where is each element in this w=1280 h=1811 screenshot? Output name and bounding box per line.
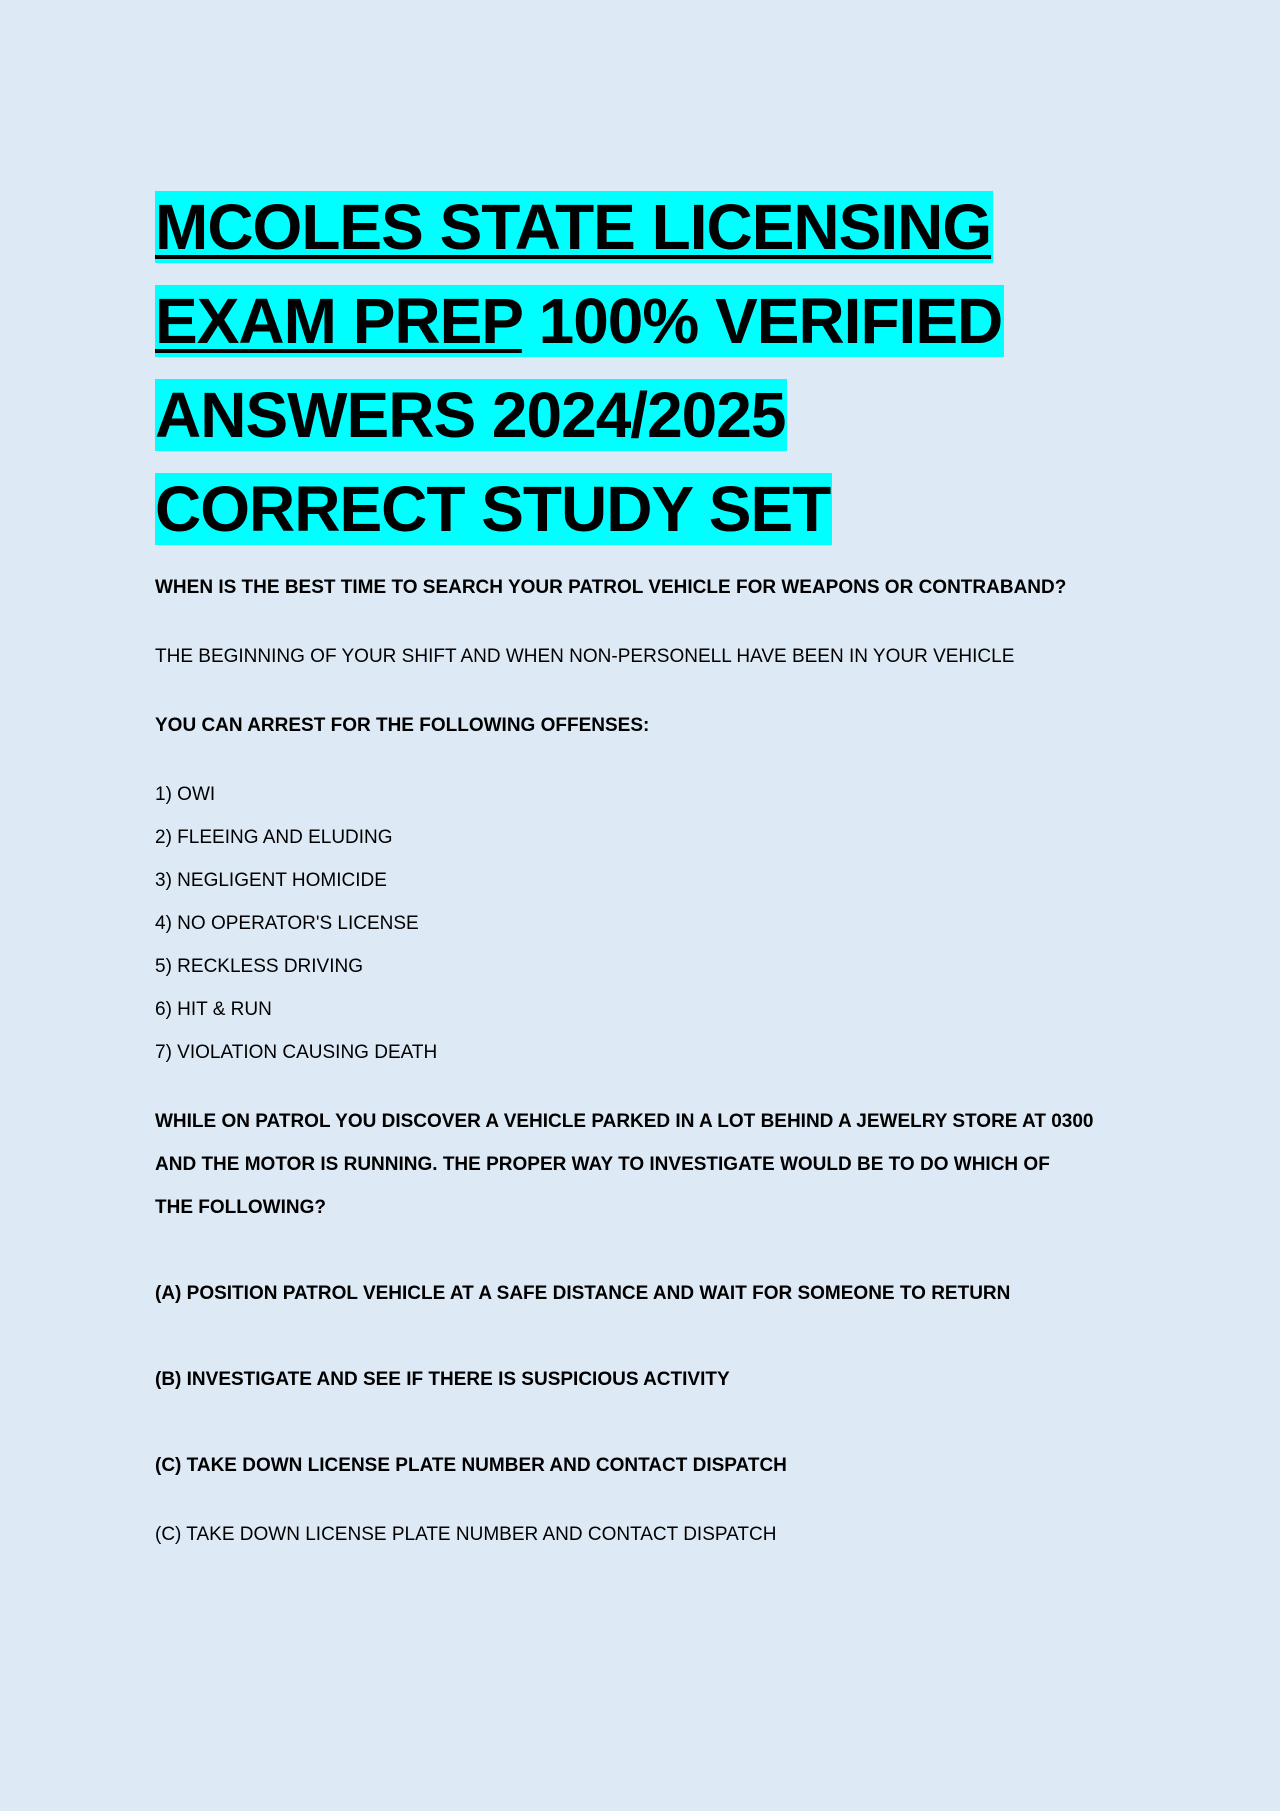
list-item: 7) VIOLATION CAUSING DEATH xyxy=(155,1042,438,1063)
option-c: (C) TAKE DOWN LICENSE PLATE NUMBER AND CONTACT DISPATCH xyxy=(155,1455,787,1476)
title-line-1: MCOLES STATE LICENSING xyxy=(155,191,992,263)
question-3 xyxy=(155,1100,1155,1229)
document-title xyxy=(155,180,1155,556)
question-3-line-1: WHILE ON PATROL YOU DISCOVER A VEHICLE PARKED IN A LOT BEHIND A JEWELRY STORE AT 0300 xyxy=(155,1111,1094,1132)
list-item: 2) FLEEING AND ELUDING xyxy=(155,827,393,848)
document-page xyxy=(155,180,1155,1556)
question-1: WHEN IS THE BEST TIME TO SEARCH YOUR PATROL VEHICLE FOR WEAPONS OR CONTRABAND? xyxy=(155,577,1067,598)
list-item: 1) OWI xyxy=(155,784,216,805)
title-line-3: ANSWERS 2024/2025 xyxy=(155,379,786,451)
question-2: YOU CAN ARREST FOR THE FOLLOWING OFFENSES: xyxy=(155,715,650,736)
list-item: 4) NO OPERATOR'S LICENSE xyxy=(155,913,419,934)
list-item: 6) HIT & RUN xyxy=(155,999,272,1020)
title-line-4: CORRECT STUDY SET xyxy=(155,473,831,545)
list-item: 3) NEGLIGENT HOMICIDE xyxy=(155,870,387,891)
answer-3: (C) TAKE DOWN LICENSE PLATE NUMBER AND CONTACT DISPATCH xyxy=(155,1524,777,1545)
option-b: (B) INVESTIGATE AND SEE IF THERE IS SUSPICIOUS ACTIVITY xyxy=(155,1369,730,1390)
title-line-2-rest: 100% VERIFIED xyxy=(521,285,1003,357)
option-a: (A) POSITION PATROL VEHICLE AT A SAFE DISTANCE AND WAIT FOR SOMEONE TO RETURN xyxy=(155,1283,1011,1304)
question-3-line-3: THE FOLLOWING? xyxy=(155,1197,326,1218)
title-line-2-underlined: EXAM PREP xyxy=(155,285,522,357)
question-3-line-2: AND THE MOTOR IS RUNNING. THE PROPER WAY TO INVESTIGATE WOULD BE TO DO WHICH OF xyxy=(155,1154,1050,1175)
list-item: 5) RECKLESS DRIVING xyxy=(155,956,363,977)
offense-list xyxy=(155,773,1155,1074)
answer-1: THE BEGINNING OF YOUR SHIFT AND WHEN NON-PERSONELL HAVE BEEN IN YOUR VEHICLE xyxy=(155,646,1015,667)
